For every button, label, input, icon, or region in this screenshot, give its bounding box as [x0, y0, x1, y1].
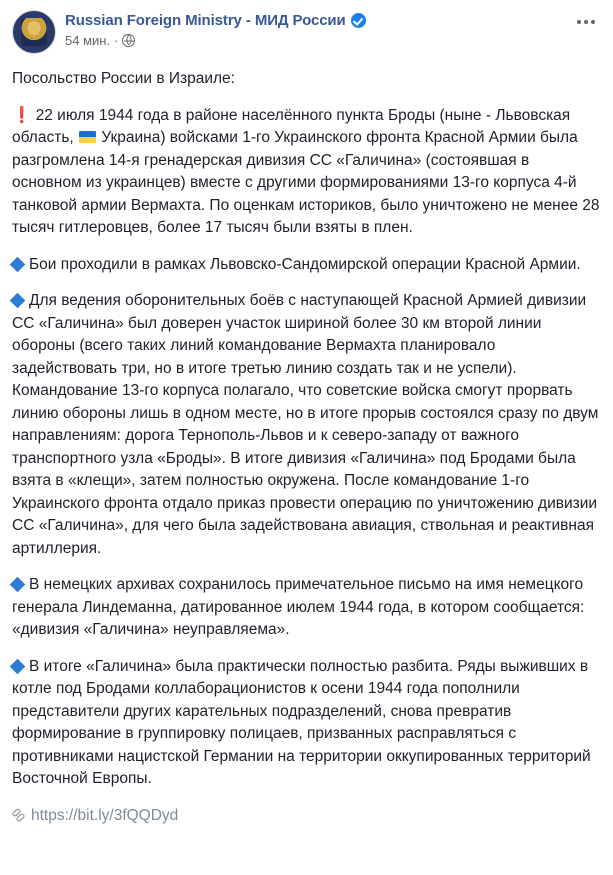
post-header — [12, 10, 601, 56]
post-link[interactable]: https://bit.ly/3fQQDyd — [31, 806, 179, 824]
post-body — [12, 68, 601, 827]
paragraph-4-text: В немецких архивах сохранилось примечательное письмо на имя немецкого генерала Линдеманна, датированное июлем 1944 года, в котором сообщается: «дивизия «Галичина» неуправляема». — [12, 576, 585, 638]
post-header-text — [65, 10, 366, 48]
exclamation-icon: ❗ — [12, 106, 32, 124]
post-paragraph-4 — [12, 574, 601, 642]
post-paragraph-3 — [12, 290, 601, 560]
link-icon — [12, 808, 27, 823]
diamond-bullet-icon — [10, 658, 26, 674]
dot-2 — [584, 20, 588, 24]
post-link-row — [12, 805, 601, 827]
paragraph-1-text-part2: Украина) войсками 1-го Украинского фронта Красной Армии была разгромлена 14-я гренадерская дивизия СС «Галичина» (состоявшая в основном из украинцев) вместе с другими формированиями 13-го корпуса 4-й танковой армии Вермахта. По оценкам историков, было уничтожено не менее 28 тысяч гитлеровцев, более 17 тысяч были взяты в плен. — [12, 129, 600, 236]
diamond-bullet-icon — [10, 293, 26, 309]
post-paragraph-1 — [12, 105, 601, 240]
post-timestamp[interactable]: 54 мин. — [65, 33, 111, 48]
more-options-button[interactable] — [573, 14, 599, 30]
paragraph-2-text: Бои проходили в рамках Львовско-Сандомирской операции Красной Армии. — [29, 255, 581, 273]
paragraph-5-text: В итоге «Галичина» была практически полностью разбита. Ряды выживших в котле под Бродами коллаборационистов к осени 1944 года пополнили представители других карательных подразделений, снова превратив формирование в группировку полицаев, призванных расправляться с противниками нацистской Германии на территории оккупированных территорий Восточной Европы. — [12, 657, 591, 787]
diamond-bullet-icon — [10, 256, 26, 272]
page-name-link[interactable]: Russian Foreign Ministry - МИД России — [65, 12, 346, 29]
paragraph-3-text: Для ведения оборонительных боёв с наступающей Красной Армией дивизии СС «Галичина» был доверен участок шириной более 30 км второй линии обороны (всего таких линий командование Вермахта планировало задействовать три, но в итоге третью линию создать так и не успели). Командование 13-го корпуса полагало, что советские войска смогут прорвать линию обороны лишь в одном месте, но в итоге прорыв состоялся сразу по двум направлениям: дорога Тернополь-Львов и к северо-западу от важного транспортного узла «Броды». В итоге дивизия «Галичина» под Бродами была взята в «клещи», затем полностью окружена. После командование 1-го Украинского фронта отдало приказ провести операцию по уничтожению дивизии СС «Галичина», для чего была задействована авиация, ствольная и реактивная артиллерия. — [12, 292, 599, 557]
post-paragraph-2 — [12, 254, 601, 277]
dot-1 — [577, 20, 581, 24]
post-intro: Посольство России в Израиле: — [12, 70, 235, 87]
post-meta — [65, 33, 366, 48]
avatar[interactable] — [12, 10, 56, 54]
page-name-row — [65, 11, 366, 30]
dot-3 — [591, 20, 595, 24]
meta-separator: · — [114, 33, 119, 48]
verified-badge-icon — [351, 13, 366, 28]
ukraine-flag-icon — [79, 131, 96, 143]
diamond-bullet-icon — [10, 577, 26, 593]
paragraph-1-text-part1: 22 июля 1944 года в районе населённого пункта Броды (ныне - Львовская область, — [12, 106, 571, 146]
globe-icon — [122, 34, 135, 47]
russia-coat-of-arms-icon — [21, 18, 47, 46]
post-paragraph-5 — [12, 656, 601, 791]
